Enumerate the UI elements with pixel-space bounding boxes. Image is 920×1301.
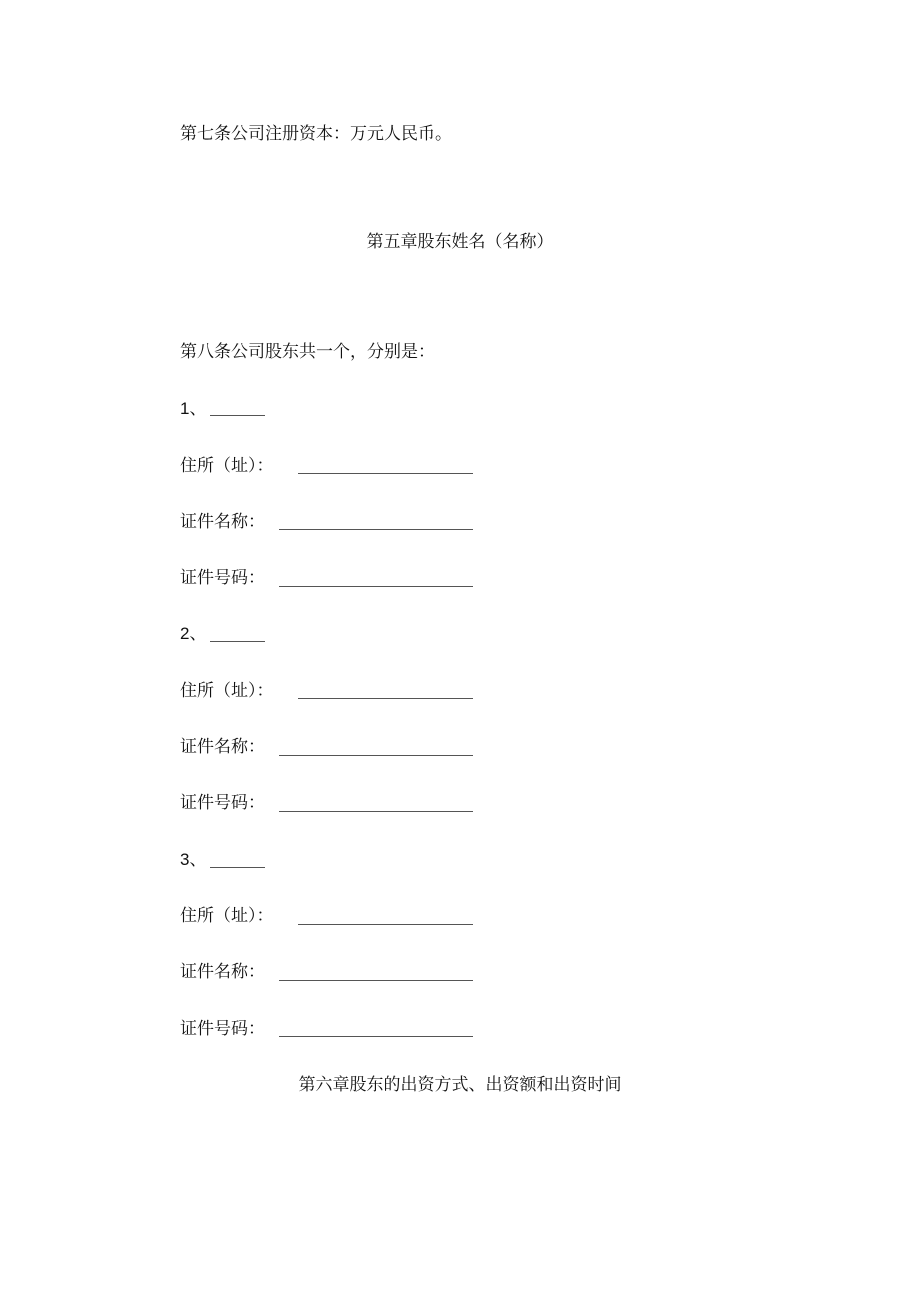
shareholder-1-name-blank[interactable] [210,415,265,416]
article-7: 第七条公司注册资本：万元人民币。 [180,124,452,144]
shareholder-2-number: 2、 [180,624,207,643]
shareholder-1-id-number-label: 证件号码： [180,568,265,588]
shareholder-2-id-name-blank[interactable] [279,755,473,756]
shareholder-1-id-name-label: 证件名称： [180,512,265,532]
shareholder-3-id-number-blank[interactable] [279,1036,473,1037]
shareholder-3-id-name-blank[interactable] [279,980,473,981]
chapter-6-title: 第六章股东的出资方式、出资额和出资时间 [298,1075,622,1095]
shareholder-3-address-label: 住所（址）： [180,906,274,926]
shareholder-2-address-blank[interactable] [298,698,473,699]
shareholder-2-id-number-label: 证件号码： [180,793,265,813]
shareholder-1-number: 1、 [180,399,207,418]
shareholder-3-id-number-label: 证件号码： [180,1019,265,1039]
shareholder-1-address-label: 住所（址）： [180,456,274,476]
article-8: 第八条公司股东共一个，分别是： [180,342,435,362]
shareholder-3-address-blank[interactable] [298,924,473,925]
shareholder-2-address-label: 住所（址）： [180,681,274,701]
chapter-5-title: 第五章股东姓名（名称） [366,232,554,252]
shareholder-3-name-blank[interactable] [210,867,265,868]
shareholder-2-id-name-label: 证件名称： [180,737,265,757]
shareholder-1-id-number-blank[interactable] [279,586,473,587]
shareholder-3-number: 3、 [180,850,207,869]
shareholder-3-id-name-label: 证件名称： [180,962,265,982]
shareholder-2-name-blank[interactable] [210,641,265,642]
shareholder-2-id-number-blank[interactable] [279,811,473,812]
shareholder-1-address-blank[interactable] [298,473,473,474]
shareholder-1-id-name-blank[interactable] [279,529,473,530]
